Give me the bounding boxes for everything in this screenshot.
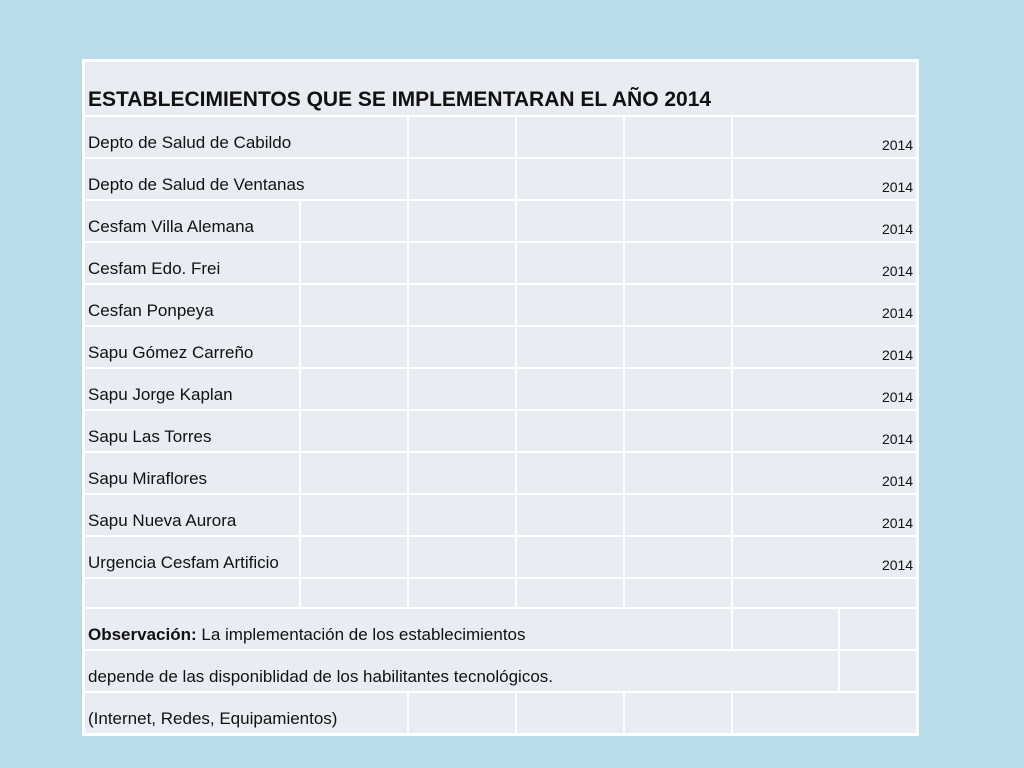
empty-cell	[408, 536, 516, 578]
empty-cell	[516, 452, 624, 494]
empty-cell	[300, 242, 408, 284]
table-row	[84, 494, 917, 536]
table-title: ESTABLECIMIENTOS QUE SE IMPLEMENTARAN EL AÑO 2014	[84, 61, 917, 116]
empty-cell	[624, 116, 732, 158]
empty-cell	[408, 116, 516, 158]
empty-cell	[732, 578, 917, 608]
establishment-name: Sapu Gómez Carreño	[84, 326, 300, 368]
table-row	[84, 368, 917, 410]
year-cell: 2014	[732, 116, 917, 158]
title-row	[84, 61, 917, 116]
empty-cell	[300, 368, 408, 410]
empty-cell	[624, 284, 732, 326]
empty-cell	[84, 578, 300, 608]
empty-cell	[408, 692, 516, 734]
establishments-table	[83, 60, 918, 735]
observation-line-1	[84, 608, 732, 650]
empty-cell	[408, 200, 516, 242]
empty-cell	[300, 284, 408, 326]
observation-text: La implementación de los establecimientos	[196, 625, 526, 644]
establishment-name: Sapu Jorge Kaplan	[84, 368, 300, 410]
empty-cell	[516, 578, 624, 608]
observation-row	[84, 608, 917, 650]
year-cell: 2014	[732, 158, 917, 200]
empty-cell	[516, 410, 624, 452]
observation-row	[84, 650, 917, 692]
year-cell: 2014	[732, 410, 917, 452]
establishment-name: Sapu Las Torres	[84, 410, 300, 452]
empty-cell	[408, 494, 516, 536]
empty-cell	[408, 368, 516, 410]
observation-line-3: (Internet, Redes, Equipamientos)	[84, 692, 408, 734]
empty-row	[84, 578, 917, 608]
empty-cell	[516, 494, 624, 536]
empty-cell	[516, 368, 624, 410]
empty-cell	[624, 326, 732, 368]
year-cell: 2014	[732, 242, 917, 284]
empty-cell	[408, 578, 516, 608]
empty-cell	[408, 410, 516, 452]
empty-cell	[408, 326, 516, 368]
empty-cell	[408, 452, 516, 494]
empty-cell	[732, 608, 839, 650]
empty-cell	[300, 200, 408, 242]
table-row	[84, 116, 917, 158]
establishment-name: Sapu Miraflores	[84, 452, 300, 494]
empty-cell	[732, 692, 917, 734]
empty-cell	[624, 536, 732, 578]
empty-cell	[516, 326, 624, 368]
table-row	[84, 284, 917, 326]
year-cell: 2014	[732, 452, 917, 494]
empty-cell	[300, 410, 408, 452]
observation-line-2: depende de las disponiblidad de los habilitantes tecnológicos.	[84, 650, 839, 692]
establishment-name: Cesfan Ponpeya	[84, 284, 300, 326]
year-cell: 2014	[732, 368, 917, 410]
empty-cell	[408, 242, 516, 284]
empty-cell	[300, 578, 408, 608]
establishment-name: Sapu Nueva Aurora	[84, 494, 300, 536]
empty-cell	[408, 284, 516, 326]
establishment-name: Depto de Salud de Cabildo	[84, 116, 408, 158]
empty-cell	[516, 116, 624, 158]
table-row	[84, 410, 917, 452]
year-cell: 2014	[732, 284, 917, 326]
table-row	[84, 158, 917, 200]
empty-cell	[516, 284, 624, 326]
empty-cell	[624, 578, 732, 608]
empty-cell	[516, 158, 624, 200]
establishment-name: Cesfam Villa Alemana	[84, 200, 300, 242]
empty-cell	[516, 536, 624, 578]
year-cell: 2014	[732, 326, 917, 368]
empty-cell	[839, 650, 917, 692]
year-cell: 2014	[732, 536, 917, 578]
empty-cell	[624, 410, 732, 452]
empty-cell	[300, 326, 408, 368]
year-cell: 2014	[732, 200, 917, 242]
empty-cell	[624, 158, 732, 200]
observation-label: Observación:	[88, 625, 197, 644]
empty-cell	[624, 452, 732, 494]
empty-cell	[516, 692, 624, 734]
empty-cell	[839, 608, 917, 650]
empty-cell	[408, 158, 516, 200]
empty-cell	[624, 368, 732, 410]
table-row	[84, 242, 917, 284]
empty-cell	[624, 692, 732, 734]
empty-cell	[624, 242, 732, 284]
table-row	[84, 452, 917, 494]
empty-cell	[300, 536, 408, 578]
year-cell: 2014	[732, 494, 917, 536]
empty-cell	[624, 200, 732, 242]
table-row	[84, 200, 917, 242]
establishment-name: Urgencia Cesfam Artificio	[84, 536, 300, 578]
table-row	[84, 326, 917, 368]
empty-cell	[300, 452, 408, 494]
empty-cell	[624, 494, 732, 536]
table-row	[84, 536, 917, 578]
establishment-name: Cesfam Edo. Frei	[84, 242, 300, 284]
empty-cell	[516, 200, 624, 242]
empty-cell	[300, 494, 408, 536]
empty-cell	[516, 242, 624, 284]
observation-row	[84, 692, 917, 734]
establishment-name: Depto de Salud de Ventanas	[84, 158, 408, 200]
